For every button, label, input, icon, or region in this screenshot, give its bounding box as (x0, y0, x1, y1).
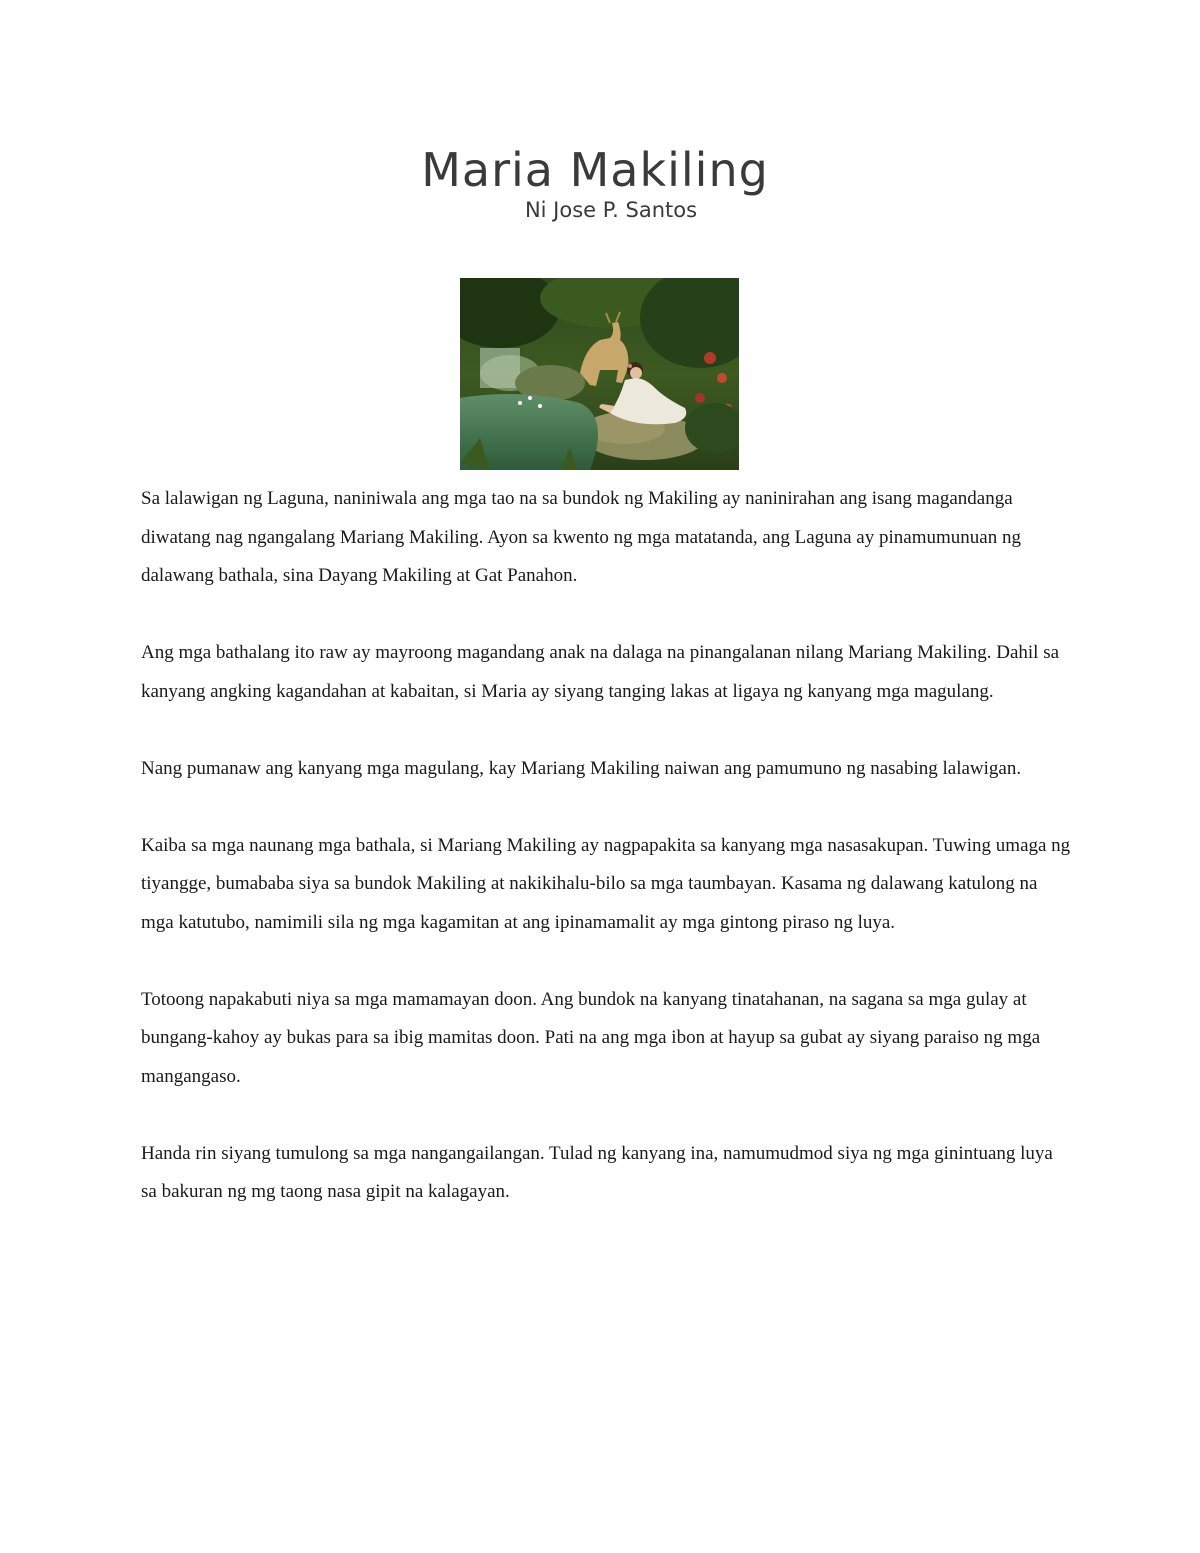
paragraph: Kaiba sa mga naunang mga bathala, si Mariang Makiling ay nagpapakita sa kanyang mga nasasakupan. Tuwing umaga ng tiyangge, bumababa siya sa bundok Makiling at nakikihalu-bilo sa mga taumbayan. Kasama ng dalawang katulong na mga katutubo, namimili sila ng mga kagamitan at ang ipinamamalit ay mga gintong piraso ng luya. (141, 834, 1071, 933)
paragraph: Nang pumanaw ang kanyang mga magulang, kay Mariang Makiling naiwan ang pamumuno ng nasabing lalawigan. (141, 757, 1022, 779)
story-body (141, 480, 1071, 1250)
illustration-painting (460, 278, 739, 470)
paragraph: Sa lalawigan ng Laguna, naniniwala ang mga tao na sa bundok ng Makiling ay naninirahan ang isang magandanga diwatang nag ngangalang Mariang Makiling. Ayon sa kwento ng mga matatanda, ang Laguna ay pinamumunuan ng dalawang bathala, sina Dayang Makiling at Gat Panahon. (141, 488, 1021, 586)
document-title: Maria Makiling (421, 143, 769, 197)
paragraph: Ang mga bathalang ito raw ay mayroong magandang anak na dalaga na pinangalanan nilang Mariang Makiling. Dahil sa kanyang angking kagandahan at kabaitan, si Maria ay siyang tanging lakas at ligaya ng kanyang mga magulang. (141, 642, 1060, 702)
paragraph: Handa rin siyang tumulong sa mga nangangailangan. Tulad ng kanyang ina, namumudmod siya ng mga ginintuang luya sa bakuran ng mg taong nasa gipit na kalagayan. (141, 1142, 1053, 1202)
story-illustration (460, 278, 739, 470)
document-author: Ni Jose P. Santos (524, 198, 698, 222)
paragraph: Totoong napakabuti niya sa mga mamamayan doon. Ang bundok na kanyang tinatahanan, na sagana sa mga gulay at bungang-kahoy ay bukas para sa ibig mamitas doon. Pati na ang mga ibon at hayup sa gubat ay siyang paraiso ng mga mangangaso. (141, 988, 1041, 1087)
